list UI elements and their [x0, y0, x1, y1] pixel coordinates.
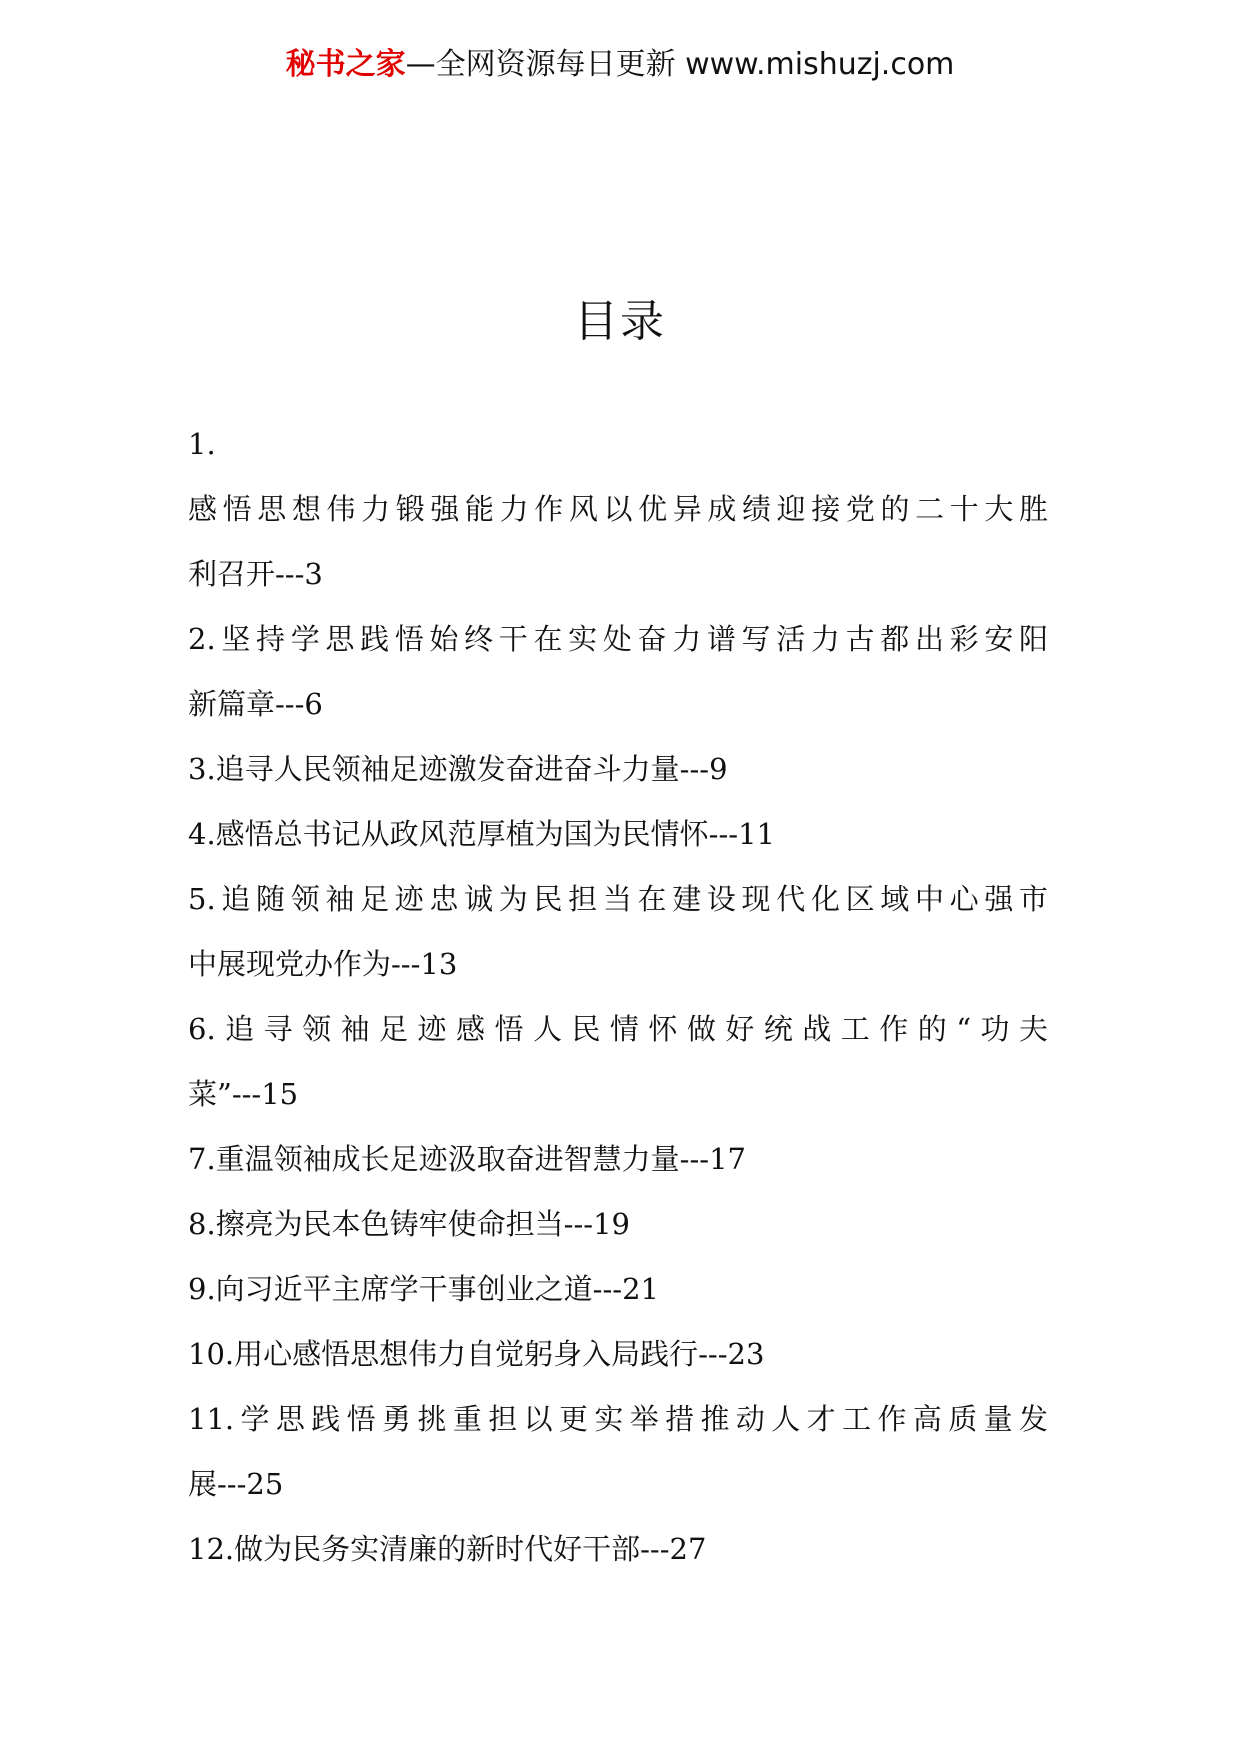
- toc-entry-5[interactable]: [188, 867, 1048, 997]
- toc-entry-text: 3.追寻人民领袖足迹激发奋进奋斗力量---9: [188, 752, 728, 786]
- toc-entry-text: 10.用心感悟思想伟力自觉躬身入局践行---23: [188, 1337, 765, 1371]
- brand-name: 秘书之家: [285, 47, 406, 82]
- page-title: 目录: [574, 296, 666, 347]
- table-of-contents: [188, 412, 1048, 1582]
- toc-entry-text: 6.追寻领袖足迹感悟人民情怀做好统战工作的“功夫: [188, 1012, 1048, 1046]
- toc-entry-4[interactable]: [188, 802, 1048, 867]
- toc-entry-9[interactable]: [188, 1257, 1048, 1322]
- toc-entry-6[interactable]: [188, 997, 1048, 1127]
- toc-entry-text: 利召开---3: [188, 557, 323, 591]
- toc-entry-2[interactable]: [188, 607, 1048, 737]
- toc-entry-1[interactable]: [188, 412, 1048, 607]
- toc-entry-7[interactable]: [188, 1127, 1048, 1192]
- toc-entry-number: 1.: [188, 427, 216, 461]
- toc-entry-text: 11.学思践悟勇挑重担以更实举措推动人才工作高质量发: [188, 1402, 1048, 1436]
- toc-entry-text: 7.重温领袖成长足迹汲取奋进智慧力量---17: [188, 1142, 746, 1176]
- toc-entry-text: 感悟思想伟力锻强能力作风以优异成绩迎接党的二十大胜: [188, 492, 1048, 526]
- toc-entry-3[interactable]: [188, 737, 1048, 802]
- toc-entry-12[interactable]: [188, 1517, 1048, 1582]
- toc-entry-text: 展---25: [188, 1467, 284, 1501]
- site-header: [0, 40, 1240, 90]
- site-tagline: —全网资源每日更新 www.mishuzj.com: [405, 47, 955, 82]
- toc-entry-text: 9.向习近平主席学干事创业之道---21: [188, 1272, 659, 1306]
- toc-entry-text: 12.做为民务实清廉的新时代好干部---27: [188, 1532, 707, 1566]
- toc-entry-11[interactable]: [188, 1387, 1048, 1517]
- toc-entry-text: 2.坚持学思践悟始终干在实处奋力谱写活力古都出彩安阳: [188, 622, 1048, 656]
- toc-entry-8[interactable]: [188, 1192, 1048, 1257]
- toc-entry-text: 中展现党办作为---13: [188, 947, 458, 981]
- toc-entry-text: 新篇章---6: [188, 687, 323, 721]
- toc-entry-text: 菜”---15: [188, 1077, 299, 1111]
- toc-entry-text: 8.擦亮为民本色铸牢使命担当---19: [188, 1207, 630, 1241]
- toc-entry-text: 5.追随领袖足迹忠诚为民担当在建设现代化区域中心强市: [188, 882, 1048, 916]
- toc-entry-10[interactable]: [188, 1322, 1048, 1387]
- toc-entry-text: 4.感悟总书记从政风范厚植为国为民情怀---11: [188, 817, 775, 851]
